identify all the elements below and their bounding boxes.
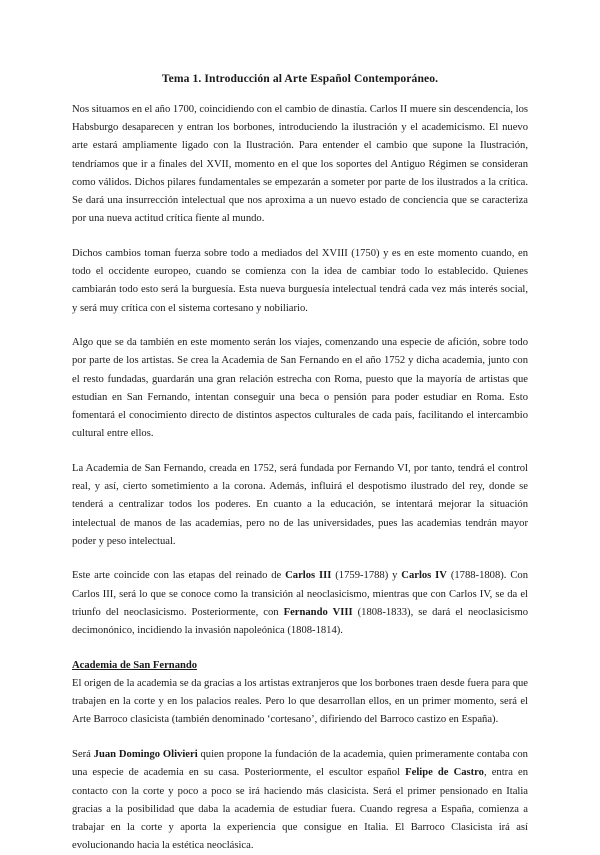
paragraph-7: Será Juan Domingo Olivieri quien propone la fundación de la academia, quien primeramente contaba con una especie de academia en su casa. Posteriormente, el escultor español Felipe de Castro, entra en contacto con la corte y poco a poco se irá haciendo más clasicista. Será el primer pensionado en Italia gracias a la posibilidad que daba la academia de estudiar fuera. Cuando regresa a España, comienza a trabajar en la corte y aporta la experiencia que consigue en Italia. El Barroco Clasicista irá así evolucionando hacia la estética neoclásica. xyxy=(72,749,528,852)
paragraph-1: Nos situamos en el año 1700, coincidiendo con el cambio de dinastía. Carlos II muere sin descendencia, los Habsburgo desaparecen y entran los borbones, introduciendo la ilustración y el academicismo. El nuevo arte estará ampliamente ligado con la Ilustración. Para entender el cambio que supone la Ilustración, tendríamos que ir a finales del XVII, momento en el que los soportes del Antiguo Régimen se consideran como válidos. Dichos pilares fundamentales se empezarán a someter por parte de los ilustrados a la crítica. Se dará una insurrección intelectual que nos aproxima a un nuevo estado de conciencia que se caracteriza por una nueva actitud crítica fiente al mundo. xyxy=(72,104,528,225)
paragraph-6: El origen de la academia se da gracias a los artistas extranjeros que los borbones traen desde fuera para que trabajen en la corte y en los palacios reales. Pero lo que desarrollan ellos, en un primer momento, será el Arte Barroco clasicista (también denominado ‘cortesano’, difiriendo del Barroco castizo en España). xyxy=(72,677,528,726)
name-fernando-viii: Fernando VIII xyxy=(283,606,353,618)
paragraph-2: Dichos cambios toman fuerza sobre todo a mediados del XVIII (1750) y es en este momento cuando, en todo el occidente europeo, cuando se comienza con la idea de cambiar todo lo establecido. Quienes cambiarán todo esto será la burguesía. Esta nueva burguesía intelectual tendrá cada vez más interés social, y será muy crítica con el sistema cortesano y nobiliario. xyxy=(72,247,528,314)
document-title: Tema 1. Introducción al Arte Español Contemporáneo. xyxy=(161,72,439,85)
name-felipe-de-castro: Felipe de Castro xyxy=(405,767,484,779)
section-heading: Academia de San Fernando xyxy=(72,659,198,671)
paragraph-5: Este arte coincide con las etapas del reinado de Carlos III (1759-1788) y Carlos IV (1788-1808). Con Carlos III, será lo que se conoce como la transición al neoclasicismo, mientras que con Carlos IV, se da el triunfo del neoclasicismo. Posteriormente, con Fernando VIII (1808-1833), se dará el neoclasicismo decimonónico, incidiendo la invasión napoleónica (1808-1814). xyxy=(72,570,529,637)
name-carlos-iii: Carlos III xyxy=(285,570,332,582)
paragraph-4: La Academia de San Fernando, creada en 1752, será fundada por Fernando VI, por tanto, tendrá el control real, y así, cierto sometimiento a la corona. Además, influirá el despotismo ilustrado del rey, donde se tenderá a centralizar todos los poderes. En cuanto a la educación, se intentará mejorar la situación intelectual de manos de las academias, pero no de las universidades, pues las academias tendrán mayor poder y peso intelectual. xyxy=(72,462,528,547)
name-olivieri: Juan Domingo Olivieri xyxy=(93,749,198,761)
paragraph-3: Algo que se da también en este momento serán los viajes, comenzando una especie de afición, sobre todo por parte de los artistas. Se crea la Academia de San Fernando en el año 1752 y dicha academia, junto con el resto fundadas, guardarán una gran relación estrecha con Roma, puesto que la mayoría de artistas que estudian en San Fernando, intentan conseguir una beca o pensión para poder estudiar en Roma. Esto fomentará el conocimiento directo de distintos aspectos culturales de cada país, facilitando el intercambio cultural entre ellos. xyxy=(72,337,528,440)
name-carlos-iv: Carlos IV xyxy=(401,570,447,582)
